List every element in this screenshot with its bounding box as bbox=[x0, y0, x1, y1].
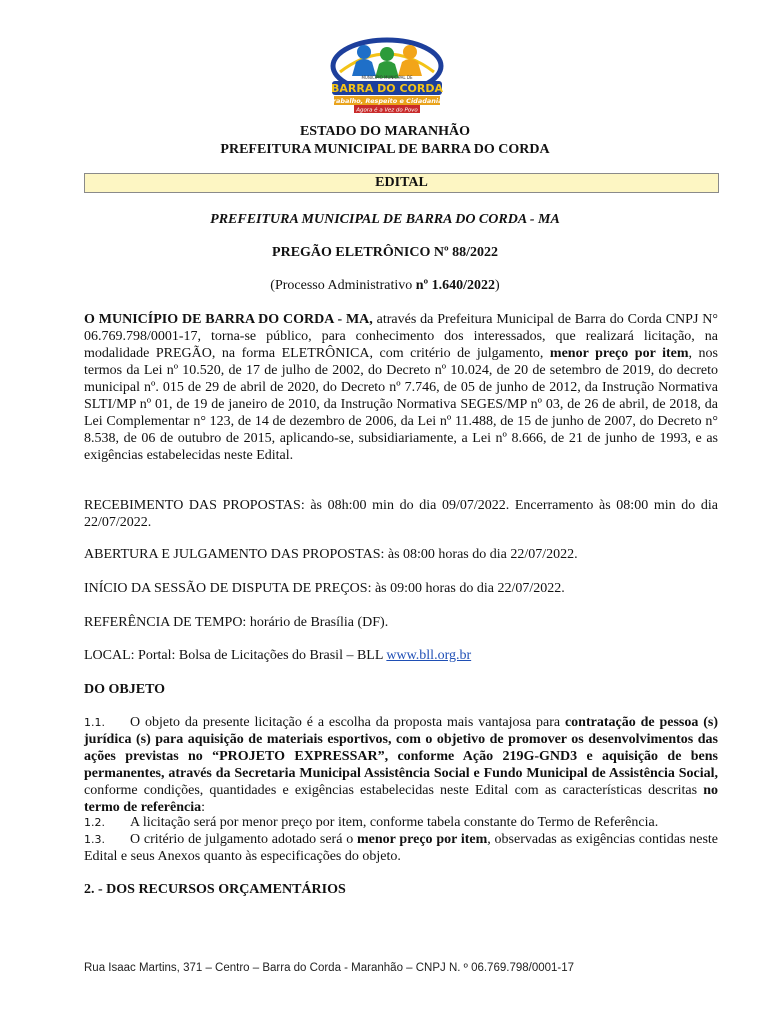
item-number: 1.3. bbox=[84, 833, 105, 846]
svg-text:MUNICÍPIO MUNICIPAL DE: MUNICÍPIO MUNICIPAL DE bbox=[361, 75, 413, 80]
svg-text:Trabalho, Respeito e Cidadania: Trabalho, Respeito e Cidadania. bbox=[329, 97, 445, 105]
item-number: 1.1. bbox=[84, 716, 105, 729]
subtitle: PREFEITURA MUNICIPAL DE BARRA DO CORDA - MA bbox=[210, 212, 560, 227]
bll-link[interactable]: www.bll.org.br bbox=[386, 648, 472, 663]
svg-text:BARRA DO CORDA: BARRA DO CORDA bbox=[330, 82, 444, 95]
recebimento-propostas: RECEBIMENTO DAS PROPOSTAS: às 08h:00 min do dia 09/07/2022. Encerramento às 08:00 min do dia 22/07/2022. bbox=[84, 498, 718, 530]
local-line bbox=[84, 647, 718, 664]
item-criterio-bold: menor preço por item bbox=[356, 832, 488, 847]
intro-text-2: , nos termos da Lei nº 10.520, de 17 de julho de 2002, do Decreto nº 10.024, de 20 de setembro de 2019, do decreto municipal nº. 015 de 29 de abril de 2020, do Decreto nº 7.746, de 05 de junho de 2012, da Instrução Normativa SLTI/MP nº 01, de 19 de janeiro de 2010, da Instrução Normativa SEGES/MP nº 03, de 26 de abril, de 2018, da Lei Complementar n° 123, de 14 de dezembro de 2006, da Lei nº 11.488, de 15 de junho de 2007, do Decreto n° 8.538, de 06 de outubro de 2015, aplicando-se, subsidiariamente, a Lei nº 8.666, de 21 de junho de 1993, e as exigências estabelecidas neste Edital. bbox=[84, 346, 718, 463]
processo-number: nº 1.640/2022 bbox=[415, 278, 496, 293]
prefeitura-header: PREFEITURA MUNICIPAL DE BARRA DO CORDA bbox=[220, 142, 550, 157]
inicio-sessao: INÍCIO DA SESSÃO DE DISPUTA DE PREÇOS: às 09:00 horas do dia 22/07/2022. bbox=[84, 581, 565, 596]
pregao-title: PREGÃO ELETRÔNICO Nº 88/2022 bbox=[272, 245, 498, 260]
recursos-heading: 2. - DOS RECURSOS ORÇAMENTÁRIOS bbox=[84, 882, 346, 897]
state-header: ESTADO DO MARANHÃO bbox=[299, 124, 471, 139]
item-text: O critério de julgamento adotado será o bbox=[130, 832, 357, 847]
intro-municipio: O MUNICÍPIO DE BARRA DO CORDA - MA, bbox=[84, 312, 373, 327]
item-termo-bold: no termo de referência bbox=[84, 783, 718, 815]
item-1-1 bbox=[84, 714, 718, 816]
svg-text:Agora é a Vez do Povo: Agora é a Vez do Povo bbox=[356, 107, 418, 114]
item-text: O objeto da presente licitação é a escolha da proposta mais vantajosa para bbox=[130, 715, 565, 730]
edital-title-box bbox=[84, 173, 719, 193]
item-text: : bbox=[201, 800, 206, 815]
barra-do-corda-logo bbox=[312, 32, 462, 116]
processo-prefix: (Processo Administrativo bbox=[270, 278, 416, 293]
abertura-julgamento: ABERTURA E JULGAMENTO DAS PROPOSTAS: às 08:00 horas do dia 22/07/2022. bbox=[84, 547, 578, 562]
item-objeto-bold: contratação de pessoa (s) jurídica (s) para aquisição de materiais esportivos, com o objetivo de promover os desenvolvimentos das ações previstas no “PROJETO EXPRESSAR”, conforme Ação 219G-GND3 e aquisição de bens permanentes, através da Secretaria Municipal Assistência Social e Fundo Municipal de Assistência Social, bbox=[84, 715, 719, 781]
item-text: conforme condições, quantidades e exigências estabelecidas neste Edital com as características descritas bbox=[84, 783, 704, 798]
processo-line bbox=[0, 277, 770, 294]
item-1-3 bbox=[84, 831, 718, 865]
intro-paragraph bbox=[84, 311, 718, 464]
page-footer: Rua Isaac Martins, 371 – Centro – Barra do Corda - Maranhão – CNPJ N. º 06.769.798/0001-17 bbox=[84, 962, 575, 974]
processo-suffix: ) bbox=[495, 278, 500, 293]
local-text: LOCAL: Portal: Bolsa de Licitações do Brasil – BLL bbox=[84, 648, 387, 663]
item-1-2 bbox=[84, 814, 718, 831]
referencia-tempo: REFERÊNCIA DE TEMPO: horário de Brasília (DF). bbox=[84, 615, 389, 630]
item-text: , observadas as exigências contidas neste Edital e seus Anexos quanto às especificações do objeto. bbox=[84, 832, 718, 864]
intro-criterio: menor preço por item bbox=[549, 346, 689, 361]
item-text: A licitação será por menor preço por item, conforme tabela constante do Termo de Referência. bbox=[130, 815, 659, 830]
objeto-heading: DO OBJETO bbox=[84, 682, 166, 697]
edital-label: EDITAL bbox=[375, 175, 428, 190]
item-number: 1.2. bbox=[84, 816, 105, 829]
intro-text-1: através da Prefeitura Municipal de Barra do Corda CNPJ N° 06.769.798/0001-17, torna-se público, para conhecimento dos interessados, que realizará licitação, na modalidade PREGÃO, na forma ELETRÔNICA, com critério de julgamento, bbox=[84, 312, 718, 361]
